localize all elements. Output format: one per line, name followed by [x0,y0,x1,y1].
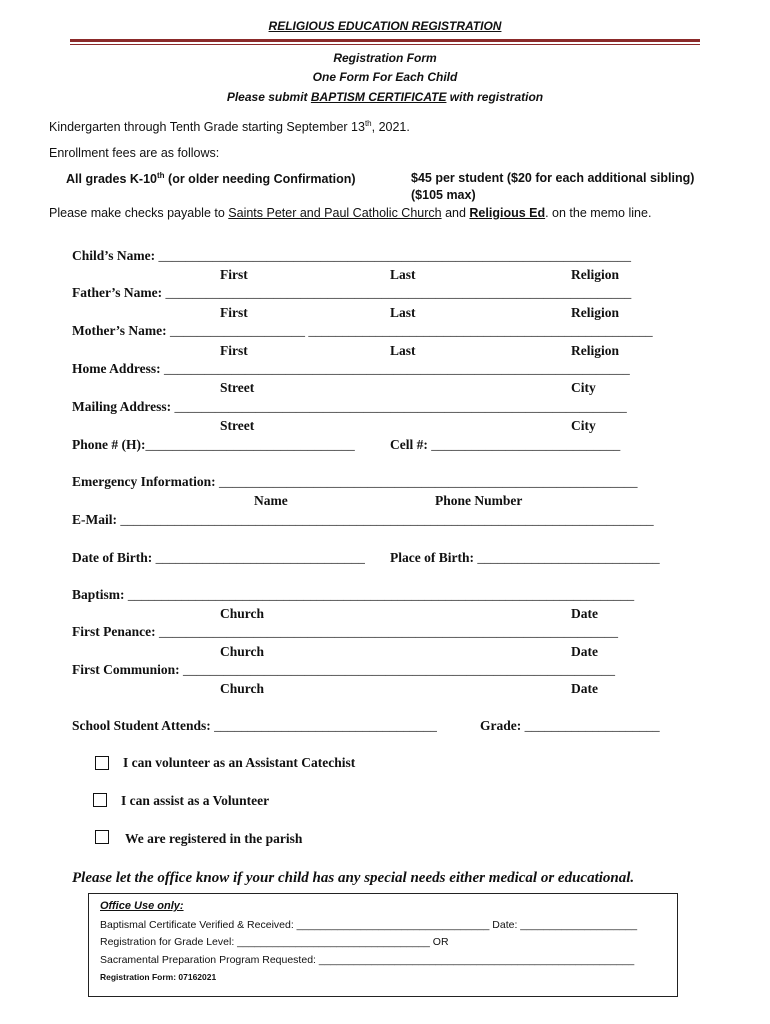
one-form-note: One Form For Each Child [312,70,458,84]
sublabel-last: Last [390,305,416,320]
sublabel-last: Last [390,267,416,282]
first-penance-field[interactable]: First Penance: ____________________________________________________________________ [72,624,618,639]
volunteer-checkbox[interactable] [93,793,107,807]
assistant-catechist-checkbox[interactable] [95,756,109,770]
special-needs-note: Please let the office know if your child has any special needs either medical or educational. [72,870,635,886]
header-rule-thin [70,44,700,45]
sublabel-first: First [220,305,248,320]
emergency-info-field[interactable]: Emergency Information: ______________________________________________________________ [72,474,638,489]
office-use-heading: Office Use only: [100,900,184,912]
sacramental-program-line[interactable]: Sacramental Preparation Program Requested: ______________________________________________________ [100,954,635,966]
assistant-catechist-label: I can volunteer as an Assistant Catechist [123,755,356,770]
sublabel-religion: Religion [571,343,620,358]
form-subtitle: Registration Form [333,51,437,65]
sublabel-first: First [220,267,248,282]
mother-name-field[interactable]: Mother’s Name: ____________________ ___________________________________________________ [72,323,653,338]
child-name-field[interactable]: Child’s Name: ______________________________________________________________________ [72,248,631,263]
fee-grades: All grades K-10th (or older needing Confirmation) [66,171,356,187]
grades-info: Kindergarten through Tenth Grade starting September 13th, 2021. [49,119,410,135]
fee-amount: $45 per student ($20 for each additional sibling) [411,171,695,185]
grade-level-line[interactable]: Registration for Grade Level: _________________________________ OR [100,936,449,948]
checks-payable: Please make checks payable to Saints Peter and Paul Catholic Church and Religious Ed. on the memo line. [49,206,652,220]
sublabel-last: Last [390,343,416,358]
first-communion-field[interactable]: First Communion: ________________________________________________________________ [72,662,615,677]
sublabel-name: Name [254,493,288,508]
sublabel-religion: Religion [571,267,620,282]
sublabel-street: Street [220,418,255,433]
date-of-birth-field[interactable]: Date of Birth: _______________________________ [72,550,365,565]
document-title: RELIGIOUS EDUCATION REGISTRATION [268,19,502,33]
sublabel-date: Date [571,681,598,696]
sublabel-first: First [220,343,248,358]
sublabel-city: City [571,418,596,433]
baptismal-cert-verified-line[interactable]: Baptismal Certificate Verified & Received: _________________________________ Date: ____________________ [100,919,638,931]
form-id: Registration Form: 07162021 [100,972,217,982]
mailing-address-field[interactable]: Mailing Address: ___________________________________________________________________ [72,399,627,414]
baptism-cert-note: Please submit BAPTISM CERTIFICATE with registration [226,90,544,104]
home-address-field[interactable]: Home Address: _____________________________________________________________________ [72,361,630,376]
fee-max: ($105 max) [411,188,476,202]
grade-field[interactable]: Grade: ____________________ [480,718,660,733]
sublabel-phone-number: Phone Number [435,493,523,508]
sublabel-church: Church [220,644,265,659]
enrollment-fees-intro: Enrollment fees are as follows: [49,146,220,160]
sublabel-date: Date [571,644,598,659]
volunteer-label: I can assist as a Volunteer [121,793,270,808]
email-field[interactable]: E-Mail: _______________________________________________________________________________ [72,512,654,527]
school-field[interactable]: School Student Attends: _________________________________ [72,718,437,733]
baptism-field[interactable]: Baptism: ___________________________________________________________________________ [72,587,635,602]
sublabel-religion: Religion [571,305,620,320]
sublabel-church: Church [220,606,265,621]
sublabel-date: Date [571,606,598,621]
office-use-box [88,893,678,997]
sublabel-city: City [571,380,596,395]
registered-parish-label: We are registered in the parish [125,831,303,846]
place-of-birth-field[interactable]: Place of Birth: ___________________________ [390,550,660,565]
header-rule-thick [70,39,700,42]
cell-phone-field[interactable]: Cell #: ____________________________ [390,437,621,452]
father-name-field[interactable]: Father’s Name: _____________________________________________________________________ [72,285,632,300]
home-phone-field[interactable]: Phone # (H):_______________________________ [72,437,355,452]
sublabel-street: Street [220,380,255,395]
sublabel-church: Church [220,681,265,696]
registered-parish-checkbox[interactable] [95,830,109,844]
